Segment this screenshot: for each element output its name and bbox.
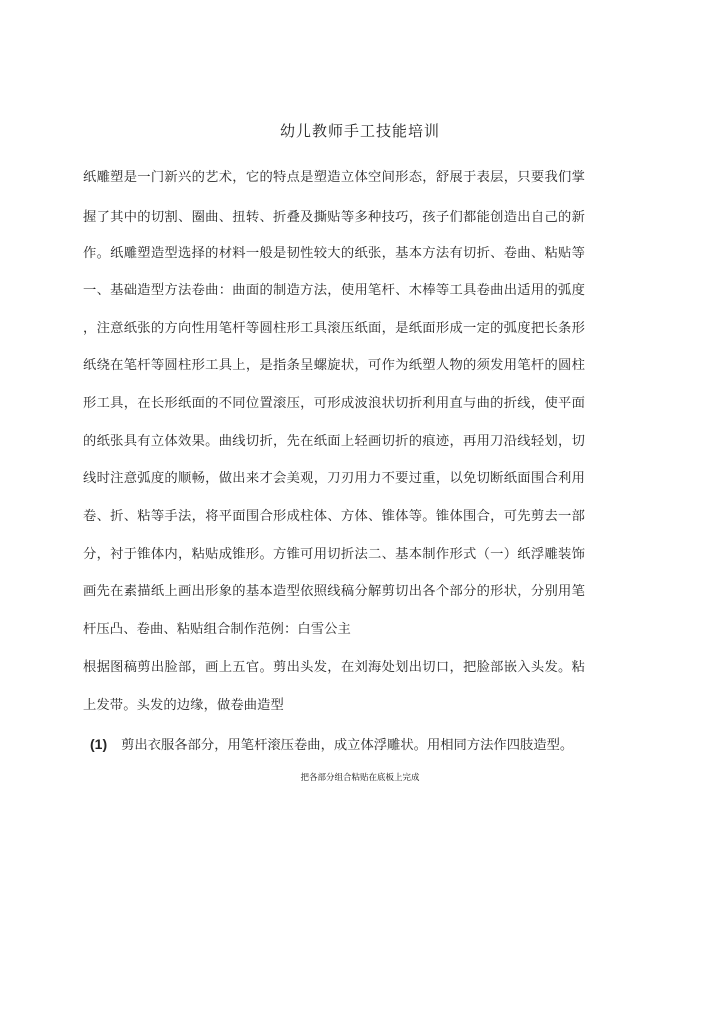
paragraph-line-1: 纸雕塑是一门新兴的艺术，它的特点是塑造立体空间形态，舒展于表层，只要我们掌 (83, 170, 585, 185)
paragraph-line-12: 画先在素描纸上画出形象的基本造型依照线稿分解剪切出各个部分的形状，分别用笔 (83, 584, 585, 599)
paragraph-line-2: 握了其中的切割、圈曲、扭转、折叠及撕贴等多种技巧，孩子们都能创造出自己的新 (83, 210, 585, 225)
document-title: 幼儿教师手工技能培训 (279, 122, 440, 140)
footer-note: 把各部分组合粘贴在底板上完成 (300, 773, 420, 783)
step-text: 剪出衣服各部分，用笔杆滚压卷曲，成立体浮雕状。用相同方法作四肢造型。 (121, 738, 574, 753)
paragraph-line-11: 分，衬于锥体内，粘贴成锥形。方锥可用切折法二、基本制作形式（一）纸浮雕装饰 (83, 547, 585, 562)
paragraph-line-4: 一、基础造型方法卷曲：曲面的制造方法，使用笔杆、木棒等工具卷曲出适用的弧度 (83, 283, 585, 298)
paragraph-line-3: 作。纸雕塑造型选择的材料一般是韧性较大的纸张，基本方法有切折、卷曲、粘贴等 (83, 246, 585, 261)
paragraph-line-14: 根据图稿剪出脸部，画上五官。剪出头发，在刘海处划出切口，把脸部嵌入头发。粘 (83, 660, 585, 675)
paragraph-line-6: 纸绕在笔杆等圆柱形工具上，是指条呈螺旋状，可作为纸塑人物的须发用笔杆的圆柱 (83, 358, 585, 373)
paragraph-line-13: 杆压凸、卷曲、粘贴组合制作范例：白雪公主 (83, 622, 351, 637)
paragraph-line-9: 线时注意弧度的顺畅，做出来才会美观，刀刃用力不要过重，以免切断纸面围合利用 (83, 471, 585, 486)
paragraph-line-10: 卷、折、粘等手法，将平面围合形成柱体、方体、锥体等。锥体围合，可先剪去一部 (83, 509, 585, 524)
step-number: (1) (90, 736, 108, 752)
paragraph-line-7: 形工具，在长形纸面的不同位置滚压，可形成波浪状切折利用直与曲的折线，使平面 (83, 396, 585, 411)
paragraph-line-15: 上发带。头发的边缘，做卷曲造型 (83, 698, 284, 713)
step-item (90, 734, 573, 753)
paragraph-line-5: ，注意纸张的方向性用笔杆等圆柱形工具滚压纸面，是纸面形成一定的弧度把长条形 (83, 321, 585, 336)
paragraph-line-8: 的纸张具有立体效果。曲线切折，先在纸面上轻画切折的痕迹，再用刀沿线轻划，切 (83, 434, 585, 449)
